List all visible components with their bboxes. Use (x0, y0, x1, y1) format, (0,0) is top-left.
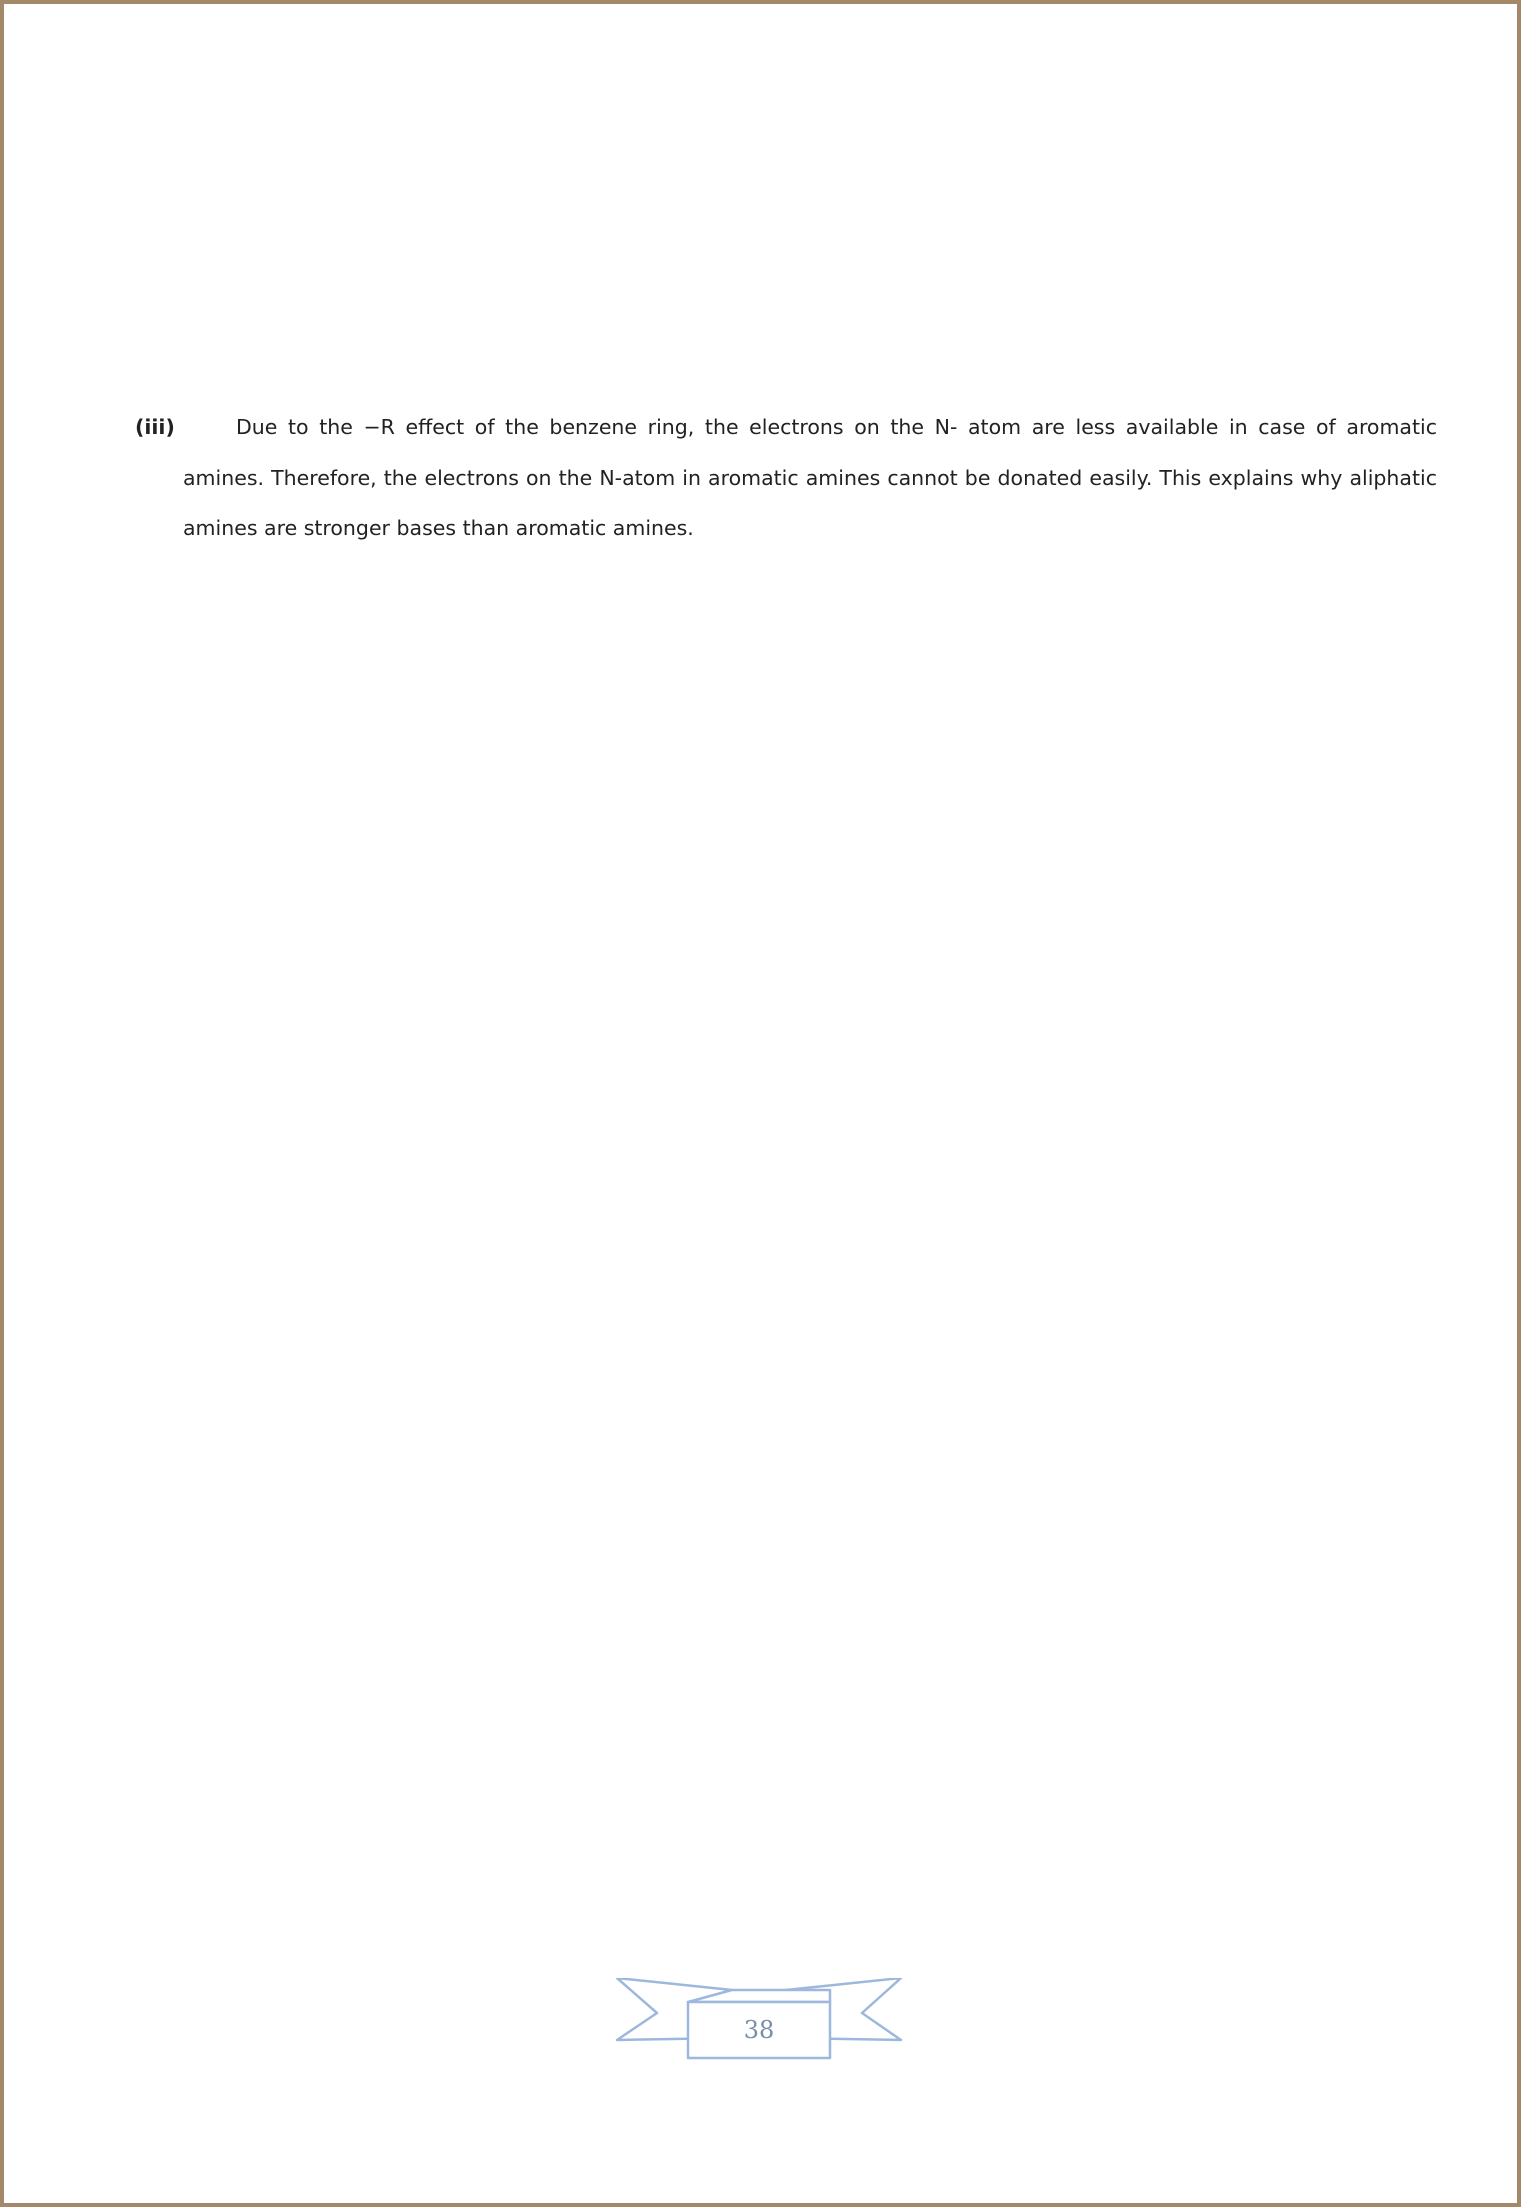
item-text: Due to the −R effect of the benzene ring, the electrons on the N- atom are less available in case of aromatic amines. Therefore, the electrons on the N-atom in aromatic amines cannot be donated easily. This explains why aliphatic amines are stronger bases than aromatic amines. (183, 415, 1437, 540)
item-label: (iii) (135, 415, 175, 439)
list-item-iii (135, 402, 1437, 554)
page-number: 38 (743, 2016, 775, 2044)
